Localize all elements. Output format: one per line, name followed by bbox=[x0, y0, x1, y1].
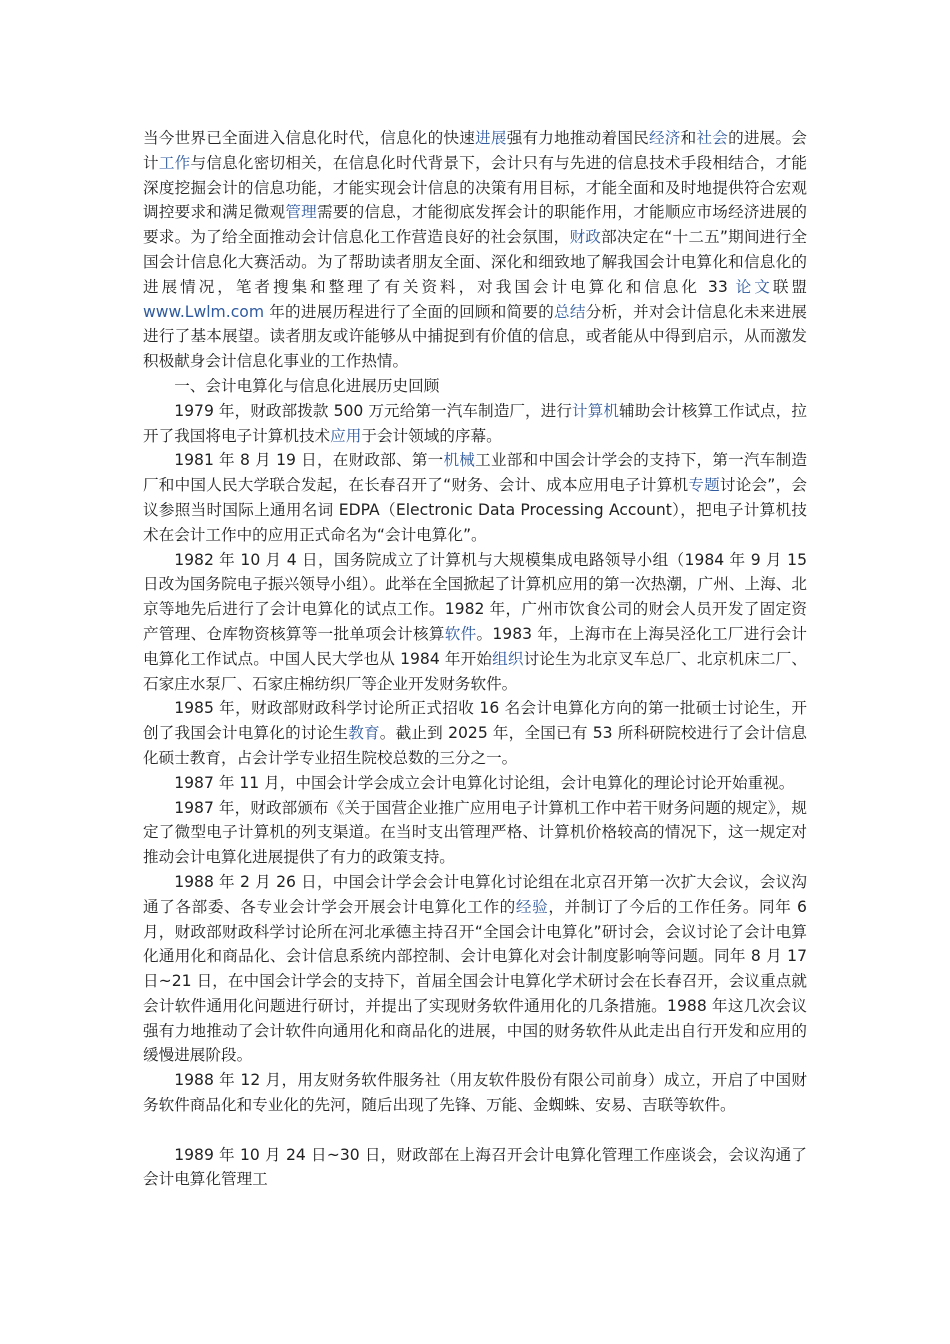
paragraph bbox=[143, 548, 807, 697]
paragraph-text: 当今世界已全面进入信息化时代，信息化的快速 bbox=[143, 129, 476, 147]
paragraph-text: 1979 年，财政部拨款 500 万元给第一汽车制造厂，进行 bbox=[174, 401, 573, 420]
document-body bbox=[143, 126, 807, 1192]
paragraph-text: 1988 年 2 月 26 日，中国会计学会会计电算化讨论组在北京召开第一次扩大会议，会议沟通了各部委、各专业会计学会开展会计电算化工作的 bbox=[143, 872, 807, 916]
paragraph-text: 分析，并对会计信息化未来进展进行了基本展望。读者朋友或许能够从中捕捉到有价值的信息，或者能从中得到启示，从而激发积极献身会计信息化事业的工作热情。 bbox=[143, 302, 807, 371]
paragraph-text: 1989 年 10 月 24 日~30 日，财政部在上海召开会计电算化管理工作座谈会，会议沟通了会计电算化管理工 bbox=[143, 1145, 807, 1189]
paragraph-text: 1988 年 12 月，用友财务软件服务社（用友软件股份有限公司前身）成立，开启了中国财务软件商品化和专业化的先河，随后出现了先锋、万能、金蜘蛛、安易、吉联等软件。 bbox=[143, 1071, 807, 1115]
paragraph-text: 年的进展历程进行了全面的回顾和简要的 bbox=[264, 302, 555, 321]
paragraph-text: ，并制订了今后的工作任务。同年 6 月，财政部财政科学讨论所在河北承德主持召开“全国会计电算化”研讨会，会议讨论了会计电算化通用化和商品化、会计信息系统内部控制、会计电算化对会计制度影响等问题。同年 8 月 17 日~21 日，在中国会计学会的支持下，首届全国会计电算化学术研讨会在长春召开，会议重点就会计软件通用化问题进行研讨，并提出了实现财务软件通用化的几条措施。1988 年这几次会议强有力地推动了会计软件向通用化和商品化的进展，中国的财务软件从此走出自行开发和应用的缓慢进展阶段。 bbox=[143, 897, 807, 1065]
paragraph-text: 与信息化密切相关，在信息化时代背景下，会计只有与先进的信息技术手段相结合，才能深度挖掘会计的信息功能，才能实现会计信息的决策有用目标，才能全面和及时地提供符合宏观调控要求和满足微观 bbox=[143, 153, 807, 222]
keyword-link[interactable]: www.Lwlm.com bbox=[143, 302, 265, 321]
paragraph-text: 需要的信息，才能彻底发挥会计的职能作用，才能顺应市场经济进展的要求。为了给全面推动会计信息化工作营造良好的社会氛围， bbox=[143, 203, 807, 247]
paragraph-text: 辅助会计核算工作试点，拉开了我国将电子计算机技术 bbox=[143, 401, 807, 445]
paragraph bbox=[143, 796, 807, 870]
paragraph bbox=[143, 870, 807, 1068]
paragraph-text: 。1983 年，上海市在上海吴泾化工厂进行会计电算化工作试点。中国人民大学也从 1984 年开始 bbox=[143, 624, 807, 668]
keyword-link[interactable]: 总结 bbox=[554, 302, 586, 321]
keyword-link[interactable]: 论文 bbox=[735, 277, 773, 296]
paragraph-gap bbox=[143, 1118, 807, 1143]
paragraph-text: 强有力地推动着国民 bbox=[506, 129, 649, 147]
paragraph bbox=[143, 126, 807, 374]
paragraph-text: 。截止到 2025 年，全国已有 53 所科研院校进行了会计信息化硕士教育，占会计学专业招生院校总数的三分之一。 bbox=[143, 724, 807, 767]
paragraph-text: 于会计领域的序幕。 bbox=[361, 426, 502, 445]
paragraph bbox=[143, 1068, 807, 1118]
paragraph-text: 的进展。会计 bbox=[143, 129, 807, 172]
keyword-link[interactable]: 社会 bbox=[696, 129, 729, 147]
paragraph-text: 讨论会”，会议参照当时国际上通用名词 EDPA（Electronic Data Processing Account），把电子计算机技术在会计工作中的应用正式命名为“会计电算化”。 bbox=[143, 476, 807, 544]
keyword-link[interactable]: 应用 bbox=[330, 426, 362, 445]
keyword-link[interactable]: 管理 bbox=[285, 203, 317, 222]
keyword-link[interactable]: 软件 bbox=[444, 624, 477, 643]
paragraph-text: 和 bbox=[680, 129, 697, 147]
keyword-link[interactable]: 教育 bbox=[348, 724, 380, 743]
paragraph-text: 1982 年 10 月 4 日，国务院成立了计算机与大规模集成电路领导小组（1984 年 9 月 15 日改为国务院电子振兴领导小组）。此举在全国掀起了计算机应用的第一次热潮，广州、上海、北京等地先后进行了会计电算化的试点工作。1982 年，广州市饮食公司的财会人员开发了固定资产管理、仓库物资核算等一批单项会计核算 bbox=[143, 550, 807, 643]
keyword-link[interactable]: 计算机 bbox=[572, 401, 620, 420]
paragraph-text: 1985 年，财政部财政科学讨论所正式招收 16 名会计电算化方向的第一批硕士讨论生，开创了我国会计电算化的讨论生 bbox=[143, 699, 807, 743]
paragraph-text: 讨论生为北京叉车总厂、北京机床二厂、石家庄水泵厂、石家庄棉纺织厂等企业开发财务软件。 bbox=[143, 649, 807, 693]
paragraph bbox=[143, 399, 807, 449]
paragraph-text: 一、会计电算化与信息化进展历史回顾 bbox=[174, 376, 440, 395]
paragraph-text: 部决定在“十二五”期间进行全国会计信息化大赛活动。为了帮助读者朋友全面、深化和细致地了解我国会计电算化和信息化的进展情况，笔者搜集和整理了有关资料，对我国会计电算化和信息化 33 bbox=[143, 228, 807, 296]
paragraph-text: 1987 年，财政部颁布《关于国营企业推广应用电子计算机工作中若干财务问题的规定》，规定了微型电子计算机的列支渠道。在当时支出管理严格、计算机价格较高的情况下，这一规定对推动会计电算化进展提供了有力的政策支持。 bbox=[143, 798, 807, 867]
keyword-link[interactable]: 组织 bbox=[492, 649, 524, 668]
keyword-link[interactable]: 经济 bbox=[649, 129, 681, 147]
paragraph-text: 工业部和中国会计学会的支持下，第一汽车制造厂和中国人民大学联合发起，在长春召开了“财务、会计、成本应用电子计算机 bbox=[143, 451, 807, 495]
paragraph bbox=[143, 374, 807, 399]
keyword-link[interactable]: 进展 bbox=[475, 129, 507, 147]
keyword-link[interactable]: 工作 bbox=[158, 153, 191, 172]
paragraph bbox=[143, 1143, 807, 1193]
paragraph-text: 1987 年 11 月，中国会计学会成立会计电算化讨论组，会计电算化的理论讨论开始重视。 bbox=[174, 773, 795, 792]
paragraph bbox=[143, 448, 807, 547]
keyword-link[interactable]: 经验 bbox=[515, 897, 549, 916]
keyword-link[interactable]: 财政 bbox=[569, 228, 602, 247]
paragraph-text: 联盟 bbox=[772, 277, 807, 296]
keyword-link[interactable]: 专题 bbox=[688, 476, 720, 495]
paragraph bbox=[143, 696, 807, 770]
paragraph bbox=[143, 771, 807, 796]
paragraph-text: 1981 年 8 月 19 日，在财政部、第一 bbox=[174, 451, 444, 470]
keyword-link[interactable]: 机械 bbox=[443, 451, 476, 470]
